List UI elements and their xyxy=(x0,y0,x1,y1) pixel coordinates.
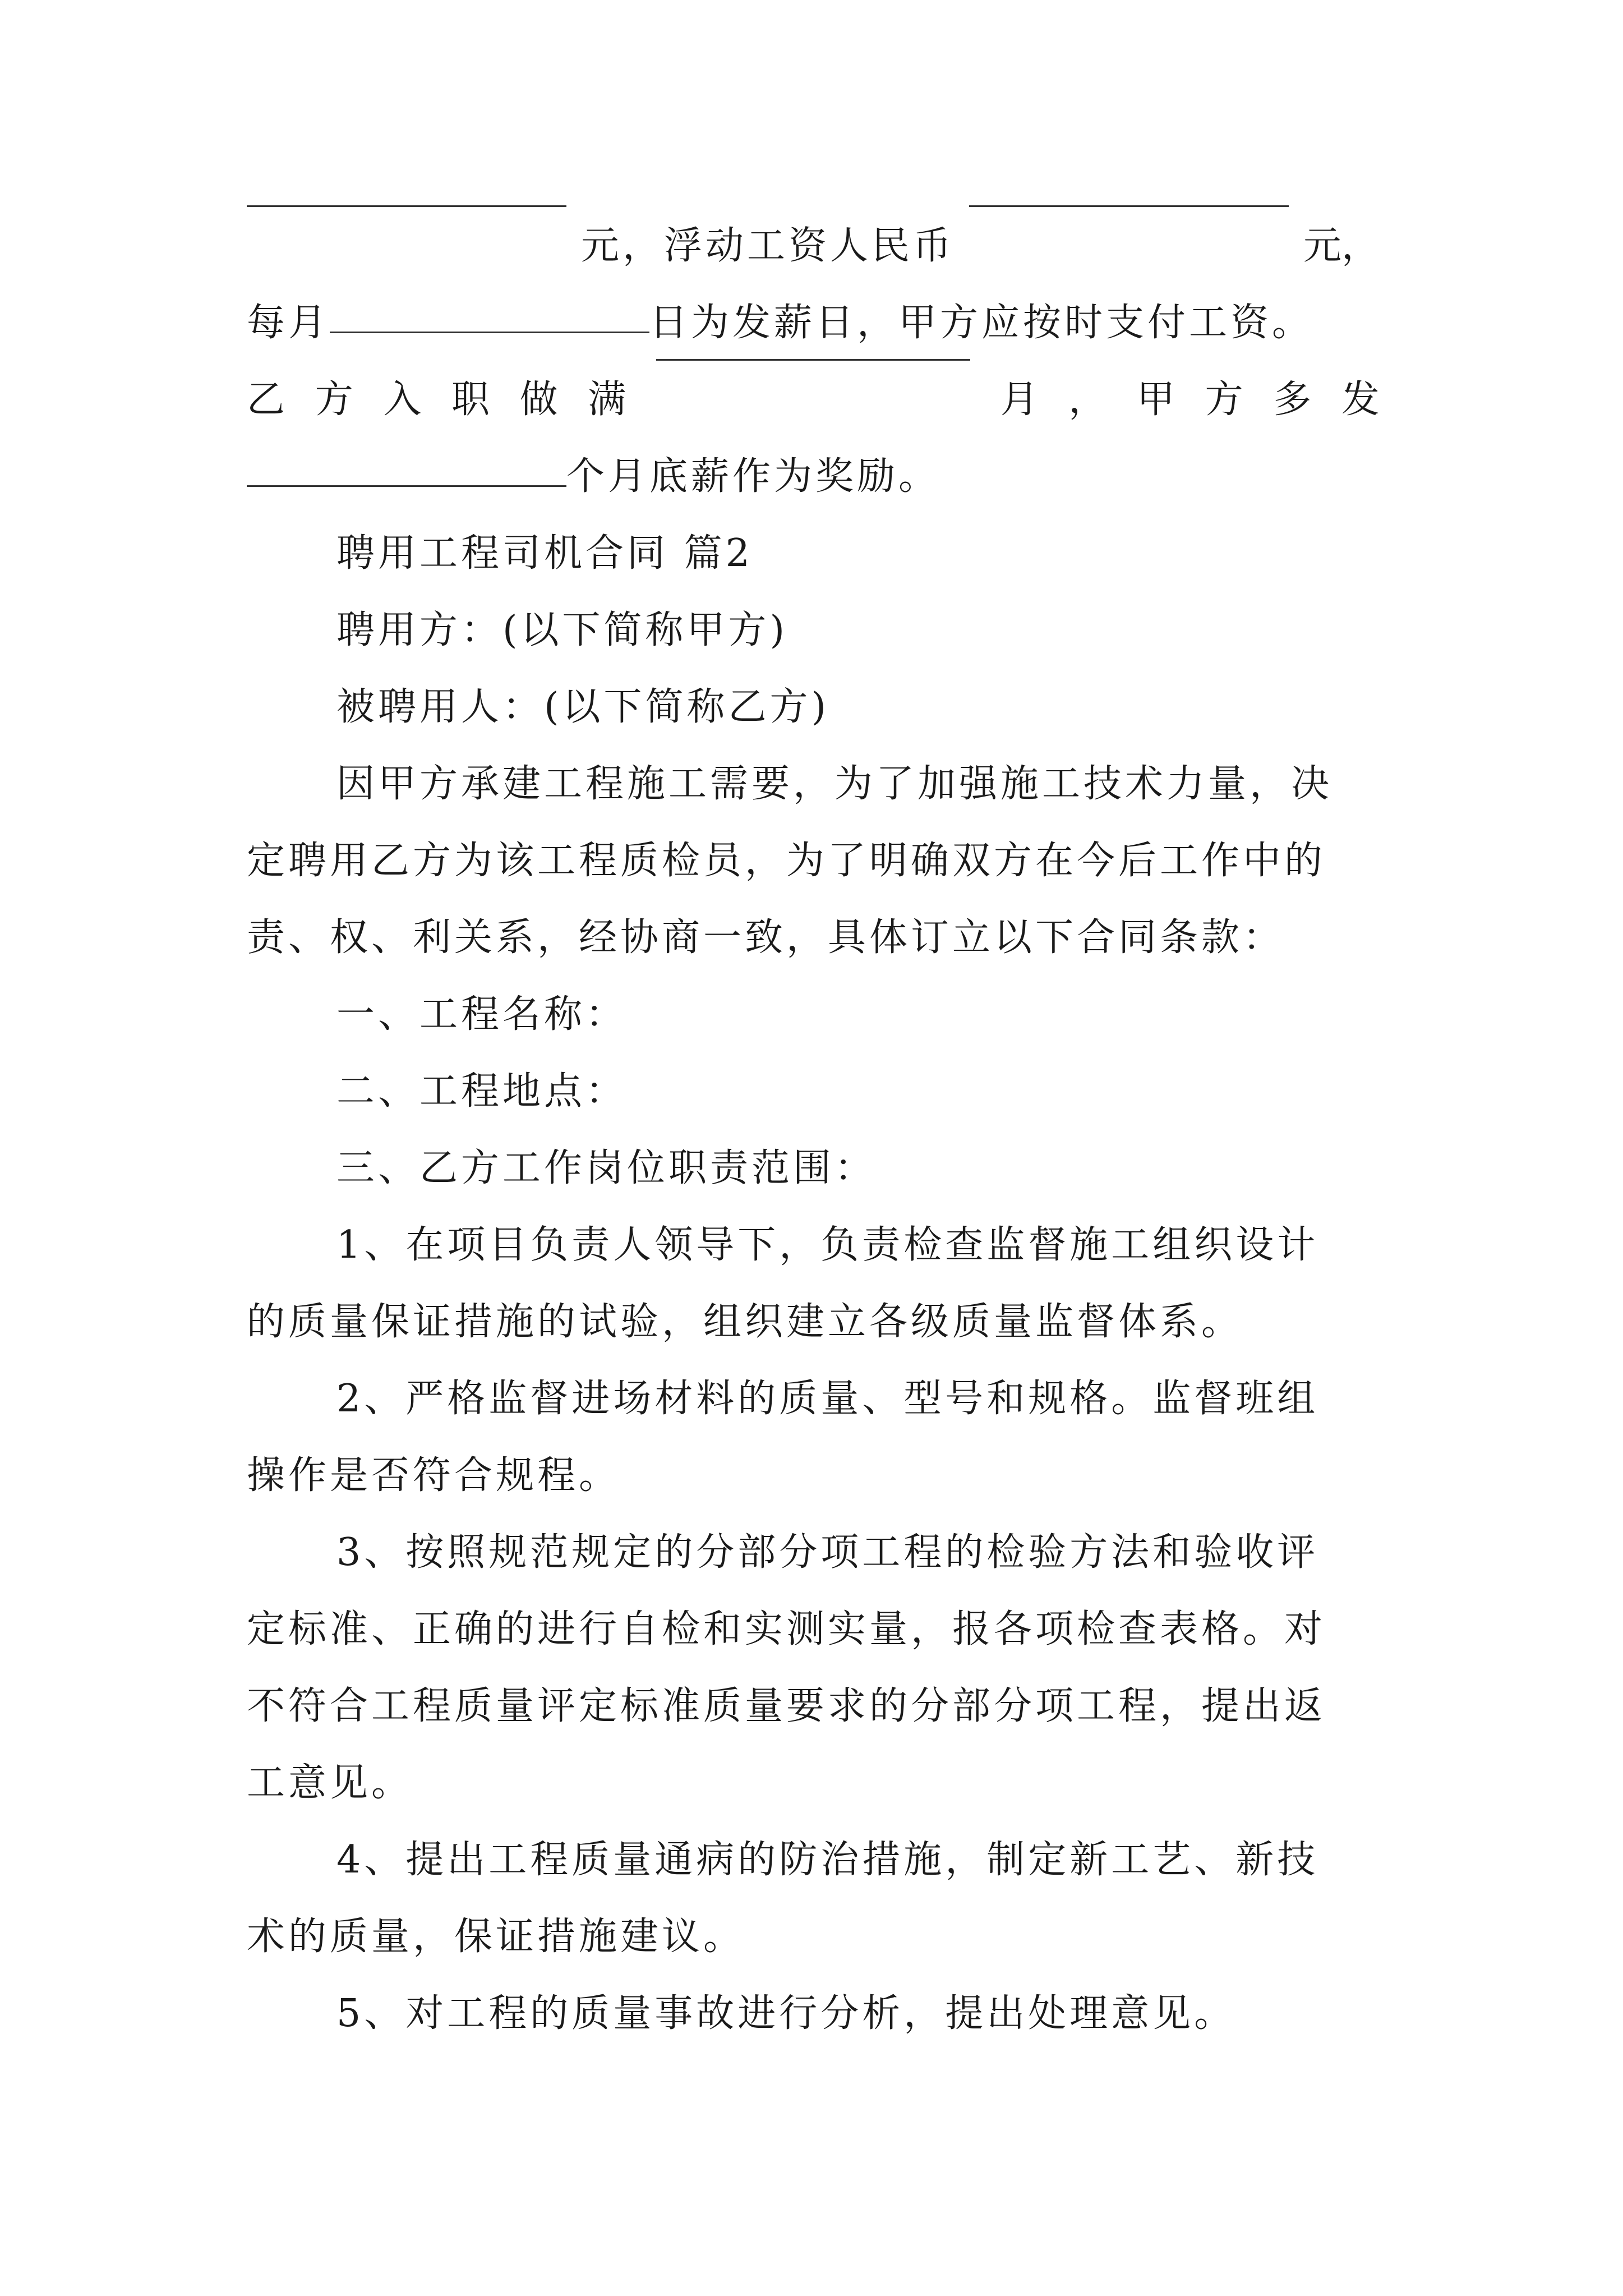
paragraph-line: 定聘用乙方为该工程质检员，为了明确双方在今后工作中的 xyxy=(247,839,1326,883)
blank-field[interactable] xyxy=(330,332,649,333)
char: 月 xyxy=(1000,378,1039,422)
employer-line: 聘用方：(以下简称甲方) xyxy=(336,608,789,652)
paragraph-line: 3、按照规范规定的分部分项工程的检验方法和验收评 xyxy=(336,1530,1319,1575)
clause-heading: 三、乙方工作岗位职责范围： xyxy=(336,1146,877,1190)
char: 方 xyxy=(1205,378,1243,422)
wage-line-2 xyxy=(247,284,1380,361)
paragraph-line: 责、权、利关系，经协商一致，具体订立以下合同条款： xyxy=(247,915,1285,960)
char: 方 xyxy=(315,378,353,422)
paragraph-line: 不符合工程质量评定标准质量要求的分部分项工程，提出返 xyxy=(247,1684,1326,1728)
paragraph-line: 术的质量，保证措施建议。 xyxy=(247,1915,745,1959)
wage-text: 个月底薪作为奖励。 xyxy=(566,454,940,499)
wage-line-1 xyxy=(247,208,1380,284)
paragraph-line: 1、在项目负责人领导下，负责检查监督施工组织设计 xyxy=(336,1223,1319,1267)
blank-field[interactable] xyxy=(247,485,566,487)
clause-heading: 一、工程名称： xyxy=(336,992,628,1037)
char: ， xyxy=(1068,378,1107,422)
char: 发 xyxy=(1341,378,1380,422)
char: 做 xyxy=(519,378,558,422)
blank-field[interactable] xyxy=(247,205,566,207)
clause-heading: 二、工程地点： xyxy=(336,1069,628,1114)
paragraph-line: 工意见。 xyxy=(247,1761,413,1805)
char: 多 xyxy=(1273,378,1312,422)
paragraph-line: 5、对工程的质量事故进行分析，提出处理意见。 xyxy=(336,1991,1236,2036)
section-title: 聘用工程司机合同 篇2 xyxy=(336,531,753,576)
blank-field[interactable] xyxy=(969,205,1289,207)
char: 甲 xyxy=(1136,378,1175,422)
char: 乙 xyxy=(247,378,285,422)
wage-text: 每月 xyxy=(247,301,330,345)
wage-line-3 xyxy=(247,361,1380,438)
paragraph-line: 因甲方承建工程施工需要，为了加强施工技术力量，决 xyxy=(336,762,1333,806)
wage-line-4 xyxy=(247,438,1380,515)
employee-line: 被聘用人：(以下简称乙方) xyxy=(336,685,830,729)
document-body xyxy=(247,208,1380,2052)
blank-field[interactable] xyxy=(656,359,970,361)
wage-text: 元，浮动工资人民币 xyxy=(580,224,955,268)
char: 满 xyxy=(588,378,626,422)
char: 入 xyxy=(383,378,422,422)
wage-text: 日为发薪日，甲方应按时支付工资。 xyxy=(649,301,1314,345)
paragraph-line: 的质量保证措施的试验，组织建立各级质量监督体系。 xyxy=(247,1300,1243,1344)
paragraph-line: 操作是否符合规程。 xyxy=(247,1453,621,1498)
paragraph-line: 4、提出工程质量通病的防治措施，制定新工艺、新技 xyxy=(336,1838,1319,1882)
paragraph-line: 定标准、正确的进行自检和实测实量，报各项检查表格。对 xyxy=(247,1607,1326,1651)
paragraph-line: 2、严格监督进场材料的质量、型号和规格。监督班组 xyxy=(336,1377,1319,1421)
wage-text: 元， xyxy=(1303,224,1380,268)
char: 职 xyxy=(451,378,490,422)
